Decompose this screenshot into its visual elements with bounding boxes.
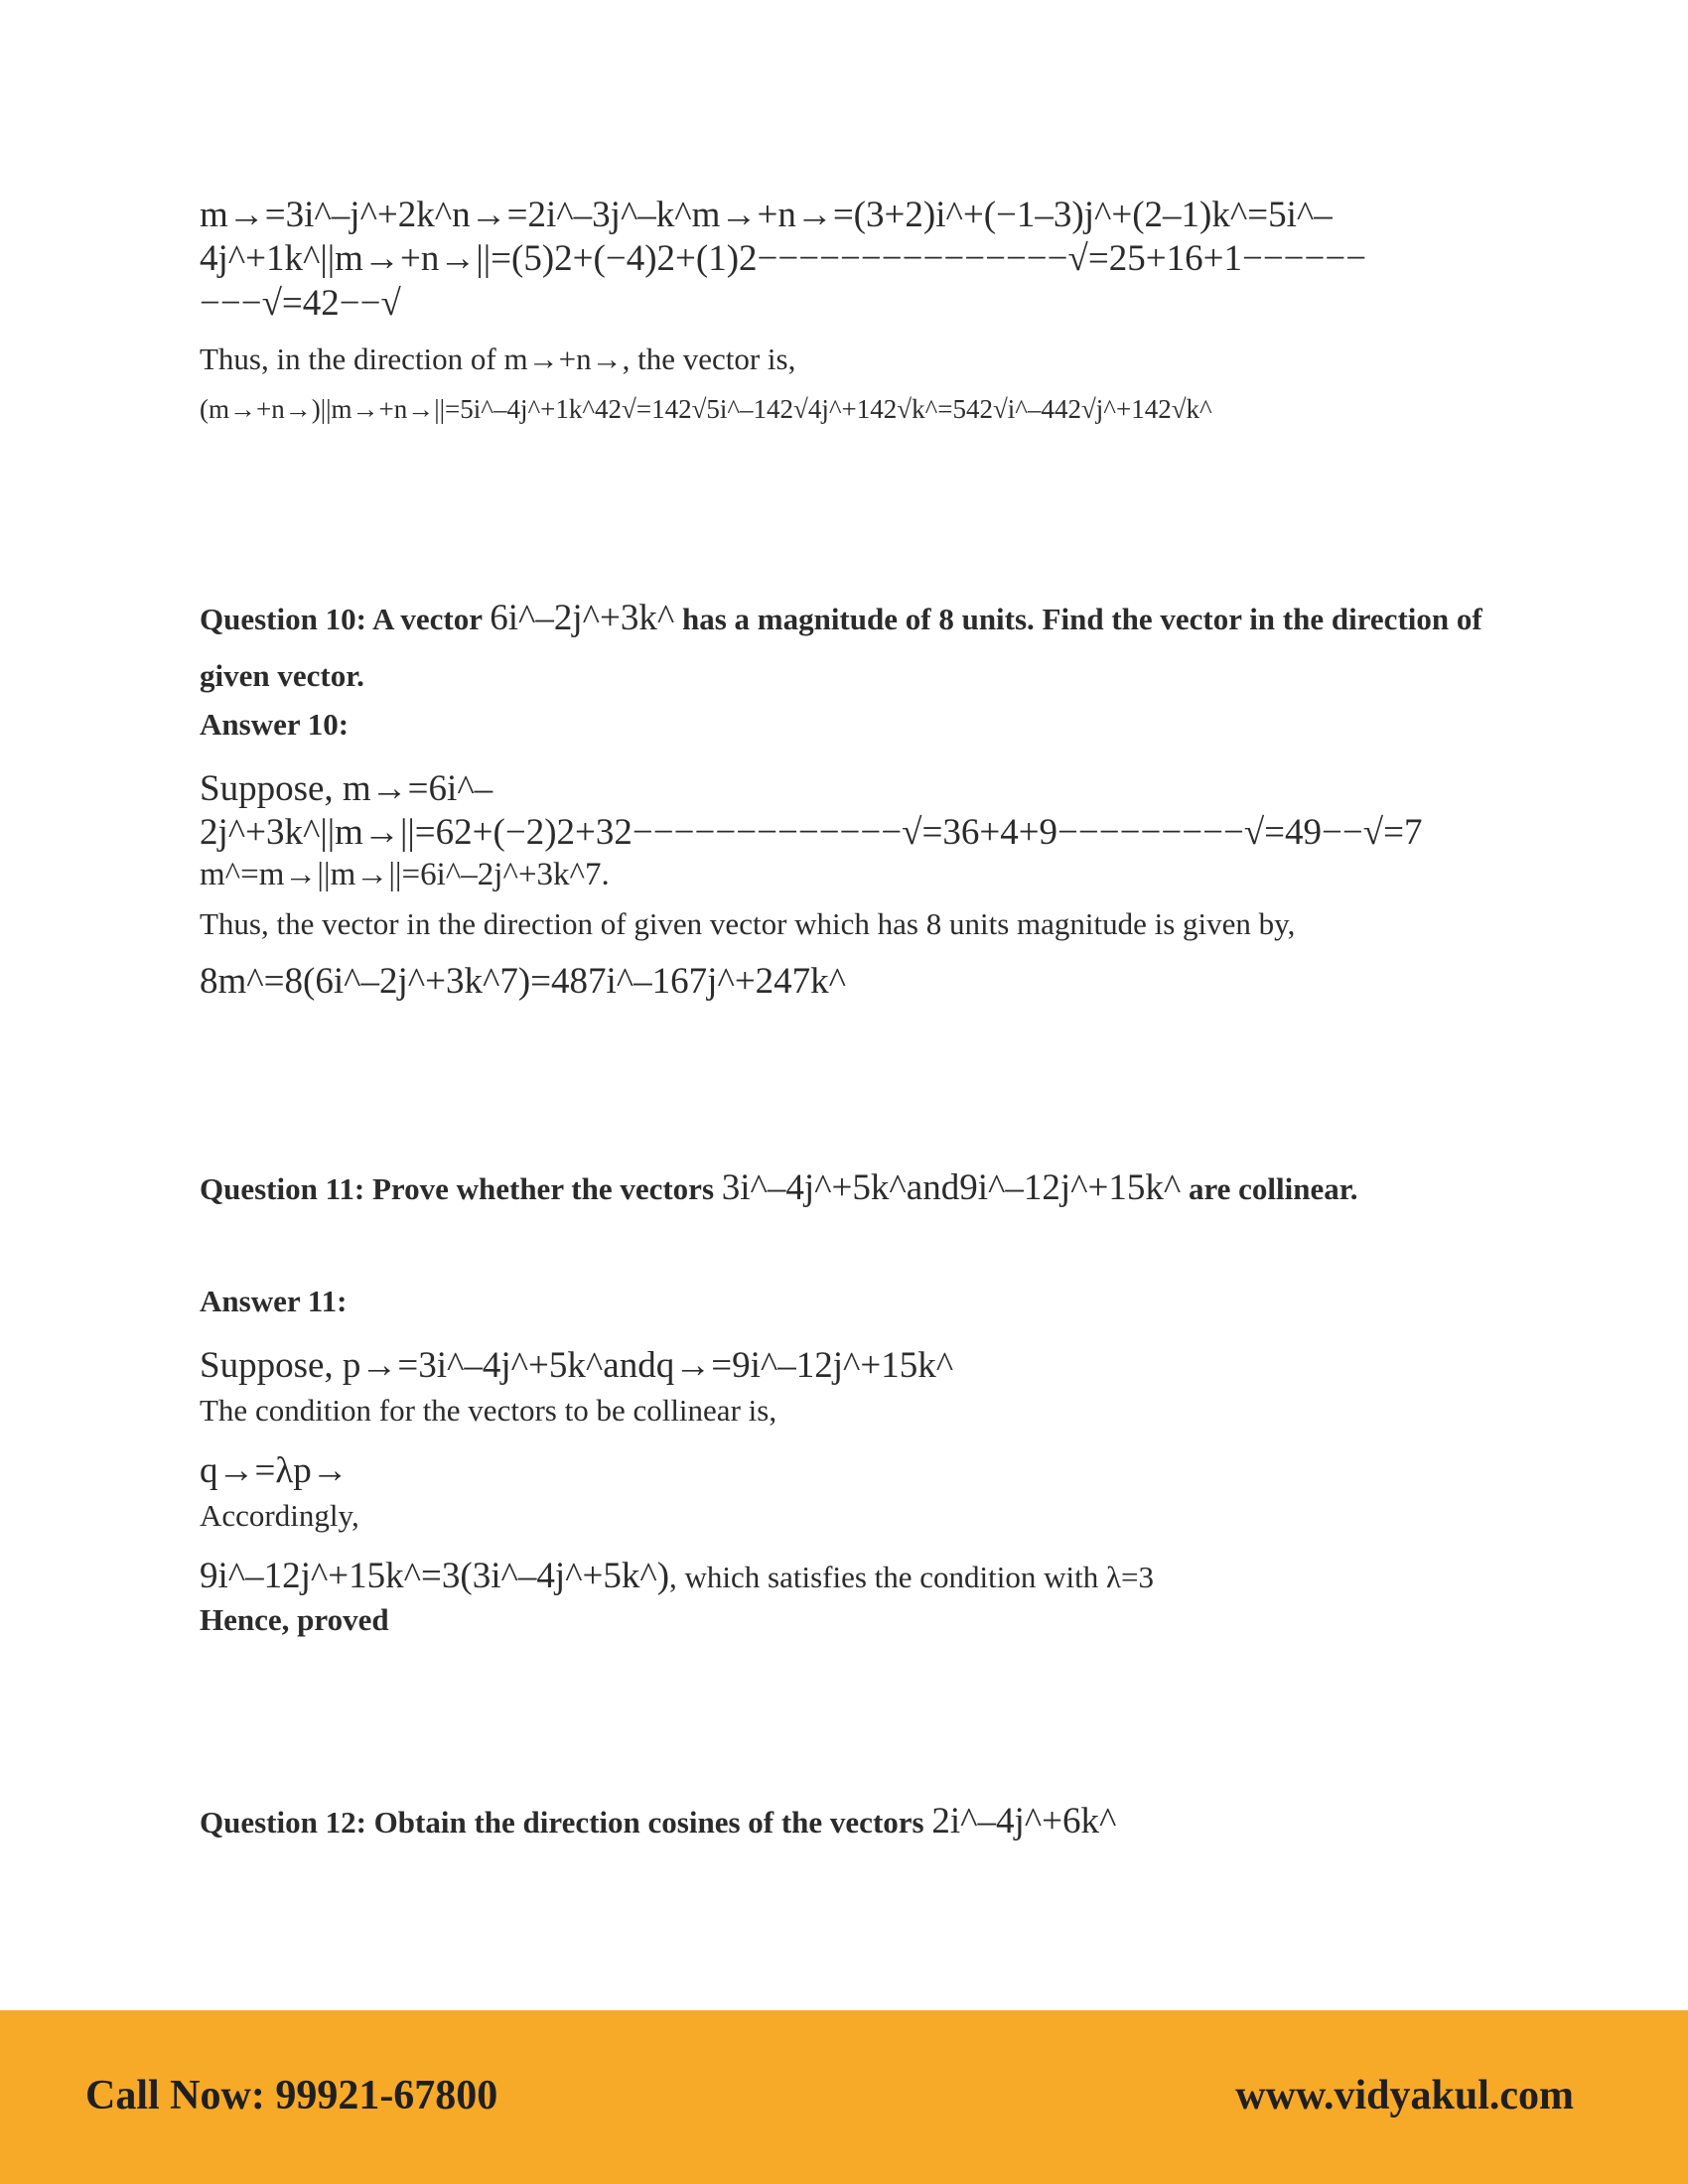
q11-question-vectors: 3i^–4j^+5k^and9i^–12j^+15k^ bbox=[721, 1167, 1182, 1209]
q12-question-prefix: Question 12: Obtain the direction cosines of the vectors bbox=[200, 1804, 932, 1840]
q10-line-3: m^=m→||m→||=6i^–2j^+3k^7. bbox=[200, 856, 610, 892]
q11-question-prefix: Question 11: Prove whether the vectors bbox=[200, 1171, 722, 1207]
q9-work-line-1: m→=3i^–j^+2k^n→=2i^–3j^–k^m→+n→=(3+2)i^+(−1–3)j^+(2–1)k^=5i^– bbox=[200, 195, 1333, 235]
website-link[interactable]: www.vidyakul.com bbox=[1235, 2073, 1574, 2118]
q11-suppose: Suppose, p→=3i^–4j^+5k^andq→=9i^–12j^+15k^ bbox=[200, 1345, 954, 1387]
q10-question-prefix: Question 10: A vector bbox=[200, 602, 491, 637]
q9-direction-intro: Thus, in the direction of m→+n→, the vector is, bbox=[200, 341, 796, 377]
q11-equation: 9i^–12j^+15k^=3(3i^–4j^+5k^) bbox=[200, 1556, 670, 1597]
q10-question-vector: 6i^–2j^+3k^ bbox=[490, 598, 675, 639]
q12-question-vector: 2i^–4j^+6k^ bbox=[931, 1800, 1117, 1842]
q11-condition: q→=λp→ bbox=[200, 1450, 349, 1492]
q11-answer-label: Answer 11: bbox=[200, 1284, 348, 1319]
q11-question-suffix: are collinear. bbox=[1181, 1171, 1358, 1207]
q9-work-line-2: 4j^+1k^||m→+n→||=(5)2+(−4)2+(1)2−−−−−−−−−−−−−−−√=25+16+1−−−−−− bbox=[200, 238, 1367, 280]
q12-question bbox=[200, 1791, 1490, 1853]
q9-result: (m→+n→)||m→+n→||=5i^–4j^+1k^42√=142√5i^–142√4j^+142√k^=542√i^–442√j^+142√k^ bbox=[200, 393, 1212, 424]
q9-work-line-3: −−−√=42−−√ bbox=[200, 282, 401, 324]
q10-line-1: Suppose, m→=6i^– bbox=[200, 768, 493, 810]
q11-condition-intro: The condition for the vectors to be collinear is, bbox=[200, 1392, 777, 1428]
q11-accordingly: Accordingly, bbox=[200, 1497, 359, 1533]
page-content bbox=[200, 194, 1490, 1853]
footer-banner bbox=[0, 2010, 1688, 2184]
q10-question bbox=[200, 588, 1490, 703]
q11-conclusion: Hence, proved bbox=[200, 1602, 389, 1638]
call-now-text: Call Now: 99921-67800 bbox=[85, 2073, 498, 2118]
q10-conclusion: Thus, the vector in the direction of given vector which has 8 units magnitude is given by, bbox=[200, 906, 1296, 942]
q11-equation-line bbox=[200, 1555, 1490, 1598]
q11-equation-note: , which satisfies the condition with λ=3 bbox=[669, 1560, 1155, 1595]
q10-question-suffix: has a magnitude of 8 units. Find the vector in the direction of given vector. bbox=[200, 602, 1482, 693]
q10-result: 8m^=8(6i^–2j^+3k^7)=487i^–167j^+247k^ bbox=[200, 960, 847, 1002]
q10-answer-label: Answer 10: bbox=[200, 706, 350, 742]
q10-line-2: 2j^+3k^||m→||=62+(−2)2+32−−−−−−−−−−−−−√=36+4+9−−−−−−−−−√=49−−√=7 bbox=[200, 812, 1423, 854]
q11-question bbox=[200, 1158, 1490, 1220]
